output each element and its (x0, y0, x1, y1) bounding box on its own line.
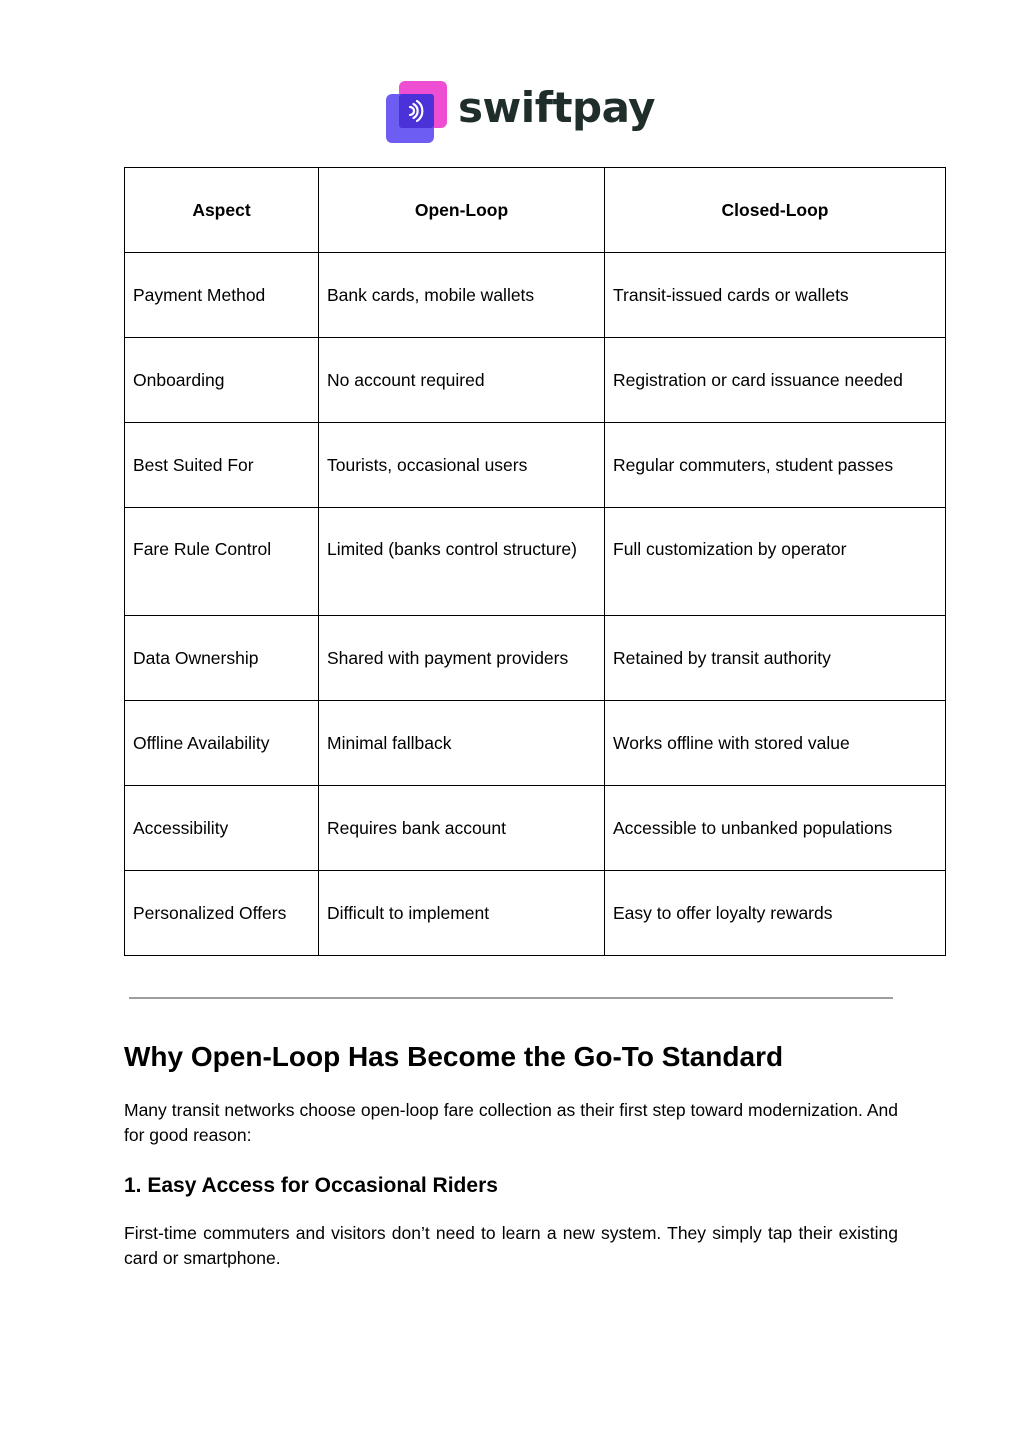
section-divider (129, 997, 893, 999)
row-closed-loop: Easy to offer loyalty rewards (605, 871, 946, 956)
row-aspect: Personalized Offers (125, 871, 319, 956)
header-aspect: Aspect (125, 168, 319, 253)
table-row (125, 786, 946, 871)
intro-paragraph: Many transit networks choose open-loop fare collection as their first step toward modernization. And for good reason: (124, 1100, 898, 1145)
swiftpay-logo-mark (386, 81, 448, 143)
header-open-loop: Open-Loop (319, 168, 605, 253)
table-row (125, 423, 946, 508)
table-row (125, 338, 946, 423)
contactless-icon (386, 81, 448, 143)
row-open-loop: Tourists, occasional users (319, 423, 605, 508)
brand-name: swiftpay (458, 83, 656, 132)
row-aspect: Onboarding (125, 338, 319, 423)
row-closed-loop: Registration or card issuance needed (605, 338, 946, 423)
row-aspect: Accessibility (125, 786, 319, 871)
row-open-loop: Difficult to implement (319, 871, 605, 956)
row-open-loop: Limited (banks control structure) (319, 508, 605, 616)
row-closed-loop: Works offline with stored value (605, 701, 946, 786)
table-row (125, 508, 946, 616)
row-open-loop: Bank cards, mobile wallets (319, 253, 605, 338)
row-aspect: Data Ownership (125, 616, 319, 701)
brand-logo (386, 80, 655, 144)
subsection-paragraph: First-time commuters and visitors don’t need to learn a new system. They simply tap their existing card or smartphone. (124, 1223, 898, 1268)
row-open-loop: Minimal fallback (319, 701, 605, 786)
row-open-loop: Requires bank account (319, 786, 605, 871)
row-open-loop: No account required (319, 338, 605, 423)
row-aspect: Offline Availability (125, 701, 319, 786)
row-aspect: Payment Method (125, 253, 319, 338)
row-aspect: Best Suited For (125, 423, 319, 508)
table-row (125, 871, 946, 956)
row-open-loop: Shared with payment providers (319, 616, 605, 701)
comparison-table (124, 167, 946, 956)
table-row (125, 616, 946, 701)
row-closed-loop: Full customization by operator (605, 508, 946, 616)
row-closed-loop: Retained by transit authority (605, 616, 946, 701)
section-title: Why Open-Loop Has Become the Go-To Standard (124, 1041, 784, 1072)
table-row (125, 253, 946, 338)
row-closed-loop: Transit-issued cards or wallets (605, 253, 946, 338)
row-closed-loop: Accessible to unbanked populations (605, 786, 946, 871)
row-aspect: Fare Rule Control (125, 508, 319, 616)
table-header-row (125, 168, 946, 253)
subsection-title: 1. Easy Access for Occasional Riders (124, 1174, 498, 1197)
header-closed-loop: Closed-Loop (605, 168, 946, 253)
row-closed-loop: Regular commuters, student passes (605, 423, 946, 508)
table-row (125, 701, 946, 786)
